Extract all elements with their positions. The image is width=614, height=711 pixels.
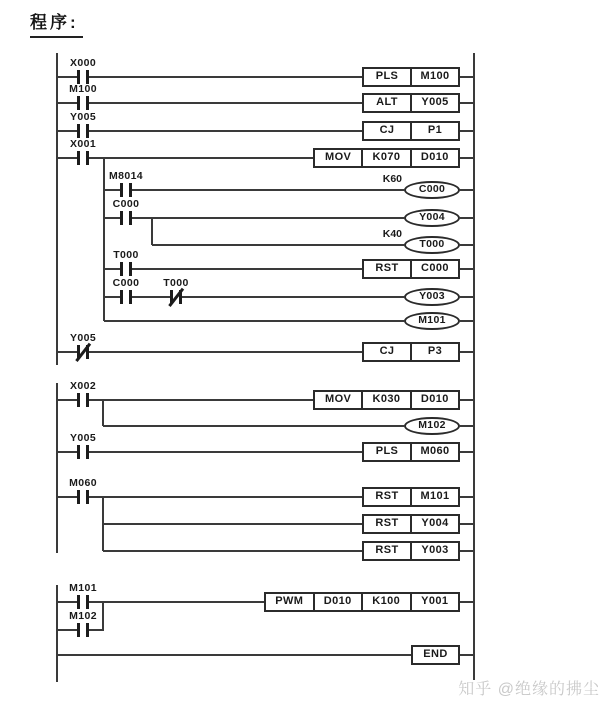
- wire: [460, 296, 474, 298]
- contact-label: Y005: [69, 332, 97, 344]
- instruction-box-mov-k030-d010: [313, 390, 460, 410]
- instruction-cell: M101: [410, 489, 458, 505]
- instruction-cell: D010: [410, 392, 458, 408]
- instruction-cell: Y005: [410, 95, 458, 111]
- wire: [460, 550, 474, 552]
- wire: [57, 76, 362, 78]
- instruction-box-rst-c000: [362, 259, 460, 279]
- wire: [57, 399, 313, 401]
- wire: [57, 157, 313, 159]
- instruction-cell: Y003: [410, 543, 458, 559]
- contact-label: C000: [112, 198, 140, 210]
- instruction-cell: CJ: [379, 124, 395, 136]
- branch-wire: [102, 400, 104, 426]
- wire: [460, 189, 474, 191]
- wire: [460, 399, 474, 401]
- wire: [460, 157, 474, 159]
- wire: [460, 654, 474, 656]
- instruction-cell: MOV: [325, 393, 352, 405]
- wire: [460, 76, 474, 78]
- contact-y005: [77, 124, 89, 138]
- instruction-cell: D010: [410, 150, 458, 166]
- watermark: 知乎 @绝缘的拂尘: [458, 681, 600, 698]
- instruction-box-mov-k070-d010: [313, 148, 460, 168]
- instruction-box-end: [411, 645, 460, 665]
- instruction-box-rst-y003: [362, 541, 460, 561]
- contact-label: T000: [113, 249, 139, 261]
- instruction-box-cj-p1: [362, 121, 460, 141]
- contact-x001: [77, 151, 89, 165]
- instruction-box-pls-m060: [362, 442, 460, 462]
- instruction-cell: RST: [375, 517, 399, 529]
- coil-preset-label: K60: [382, 173, 402, 185]
- contact-x000: [77, 70, 89, 84]
- instruction-cell: P3: [410, 344, 458, 360]
- wire: [103, 550, 362, 552]
- contact-label: C000: [112, 277, 140, 289]
- instruction-cell: K100: [361, 594, 410, 610]
- contact-m101: [77, 595, 89, 609]
- contact-label: X000: [69, 57, 97, 69]
- contact-y005: [77, 445, 89, 459]
- coil-y003: Y003: [404, 288, 460, 306]
- wire: [104, 189, 404, 191]
- instruction-cell: C000: [410, 261, 458, 277]
- wire: [460, 351, 474, 353]
- contact-m060: [77, 490, 89, 504]
- wire: [460, 102, 474, 104]
- instruction-cell: M060: [410, 444, 458, 460]
- wire: [57, 130, 362, 132]
- wire: [104, 217, 404, 219]
- instruction-box-pls-m100: [362, 67, 460, 87]
- contact-label: X001: [69, 138, 97, 150]
- wire: [103, 425, 404, 427]
- instruction-box-alt-y005: [362, 93, 460, 113]
- wire: [460, 130, 474, 132]
- wire: [57, 102, 362, 104]
- contact-label: X002: [69, 380, 97, 392]
- instruction-cell: MOV: [325, 151, 352, 163]
- wire: [104, 320, 404, 322]
- instruction-cell: M100: [410, 69, 458, 85]
- contact-label: M101: [69, 582, 97, 594]
- coil-y004: Y004: [404, 209, 460, 227]
- instruction-cell: END: [423, 648, 448, 660]
- coil-m101: M101: [404, 312, 460, 330]
- instruction-box-rst-m101: [362, 487, 460, 507]
- instruction-cell: RST: [375, 262, 399, 274]
- contact-m102: [77, 623, 89, 637]
- instruction-cell: ALT: [376, 96, 398, 108]
- left-rail: [56, 53, 58, 365]
- coil-c000: C000: [404, 181, 460, 199]
- instruction-box-cj-p3: [362, 342, 460, 362]
- contact-m8014: [120, 183, 132, 197]
- contact-c000: [120, 290, 132, 304]
- contact-label: Y005: [69, 432, 97, 444]
- wire: [460, 217, 474, 219]
- instruction-cell: K070: [361, 150, 409, 166]
- instruction-cell: CJ: [379, 345, 395, 357]
- contact-label: M102: [69, 610, 97, 622]
- contact-label: M100: [69, 83, 97, 95]
- instruction-cell: RST: [375, 490, 399, 502]
- contact-c000: [120, 211, 132, 225]
- wire: [104, 268, 362, 270]
- branch-wire: [151, 218, 153, 245]
- instruction-cell: P1: [410, 123, 458, 139]
- wire: [460, 320, 474, 322]
- instruction-cell: D010: [313, 594, 362, 610]
- wire: [57, 654, 411, 656]
- right-rail: [473, 53, 475, 680]
- wire: [460, 496, 474, 498]
- contact-t000: [120, 262, 132, 276]
- wire: [104, 296, 404, 298]
- left-rail: [56, 585, 58, 682]
- contact-x002: [77, 393, 89, 407]
- wire: [460, 268, 474, 270]
- instruction-cell: RST: [375, 544, 399, 556]
- coil-t000: T000: [404, 236, 460, 254]
- wire: [57, 451, 362, 453]
- wire: [460, 244, 474, 246]
- wire: [460, 425, 474, 427]
- coil-m102: M102: [404, 417, 460, 435]
- contact-label: M060: [69, 477, 97, 489]
- wire: [460, 451, 474, 453]
- contact-label: Y005: [69, 111, 97, 123]
- page-title: 程序:: [30, 8, 83, 38]
- instruction-cell: K030: [361, 392, 409, 408]
- wire: [103, 523, 362, 525]
- instruction-cell: PLS: [375, 70, 399, 82]
- coil-preset-label: K40: [382, 228, 402, 240]
- instruction-cell: Y004: [410, 516, 458, 532]
- instruction-cell: PLS: [375, 445, 399, 457]
- left-rail: [56, 383, 58, 553]
- contact-label: M8014: [108, 170, 144, 182]
- wire: [152, 244, 404, 246]
- contact-m100: [77, 96, 89, 110]
- contact-label: T000: [163, 277, 189, 289]
- instruction-box-rst-y004: [362, 514, 460, 534]
- wire: [57, 351, 362, 353]
- wire: [460, 523, 474, 525]
- instruction-cell: PWM: [275, 595, 304, 607]
- instruction-cell: Y001: [410, 594, 459, 610]
- wire: [460, 601, 474, 603]
- instruction-box-pwm-d010-k100-y001: [264, 592, 460, 612]
